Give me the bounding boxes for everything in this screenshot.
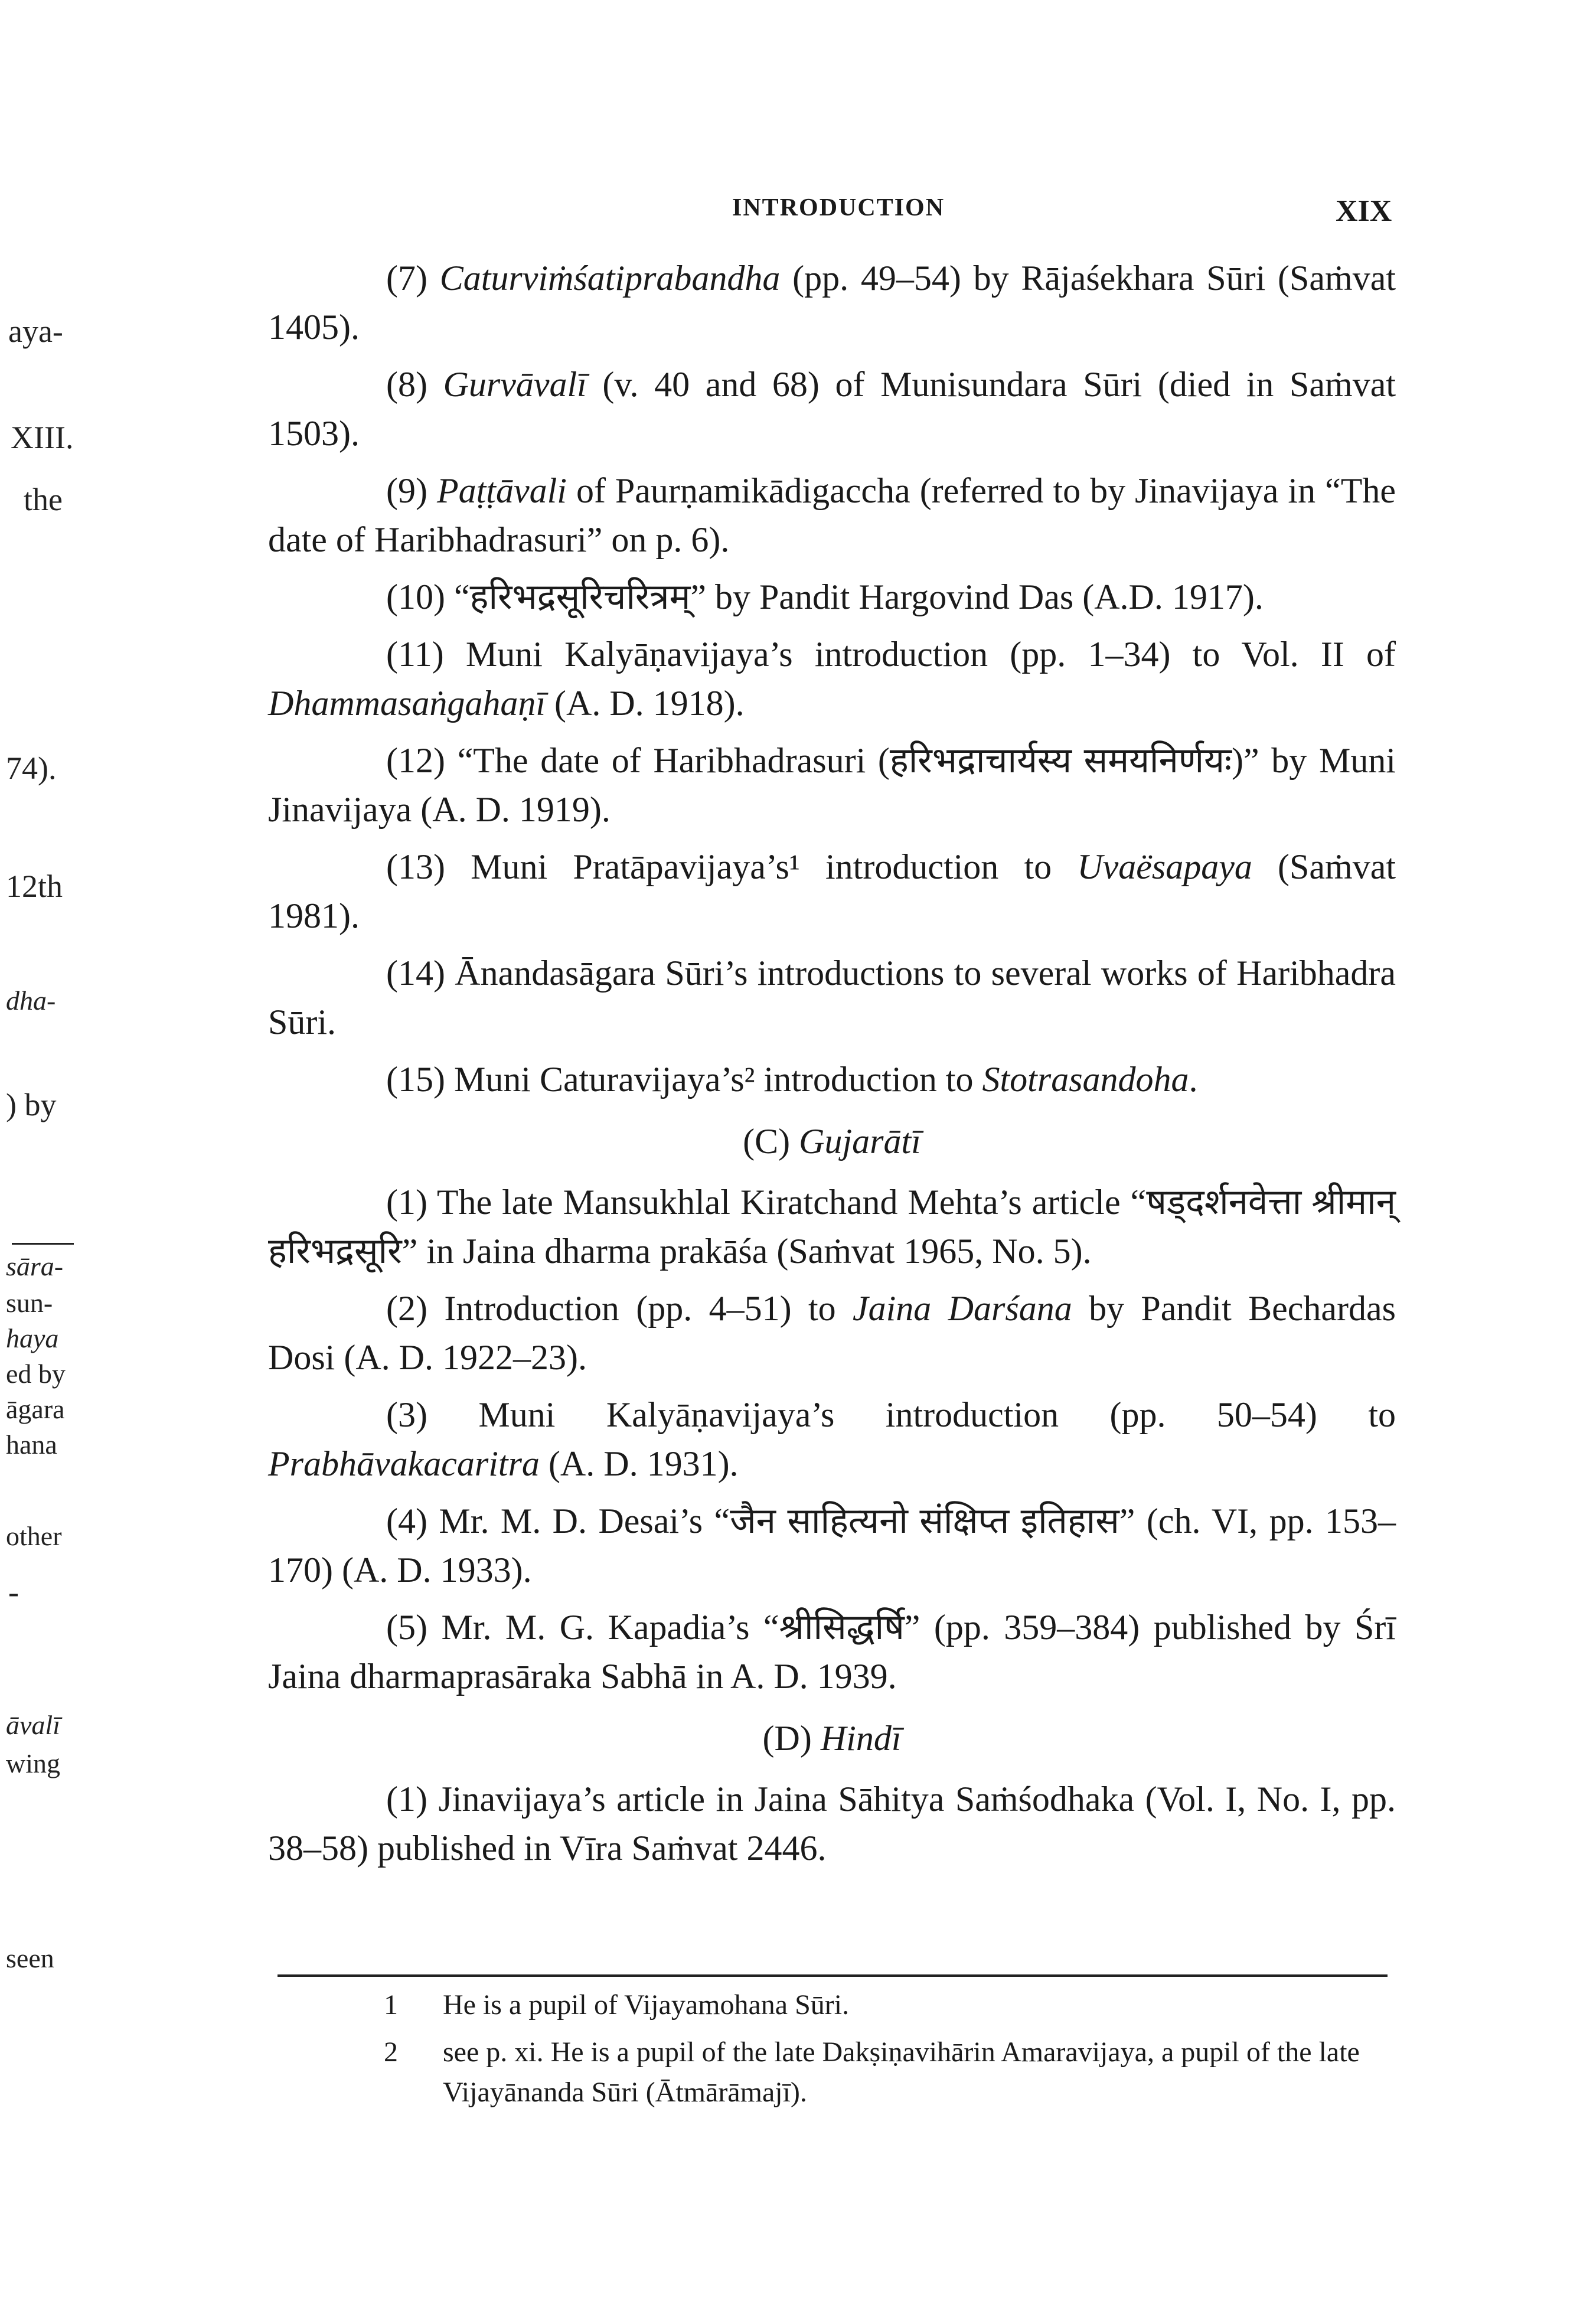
work-title: Paṭṭāvali <box>436 471 567 510</box>
entry-c-4 <box>268 1497 1396 1595</box>
entry-number: (7) <box>386 259 427 298</box>
gutter-fragment: sāra- <box>6 1251 64 1281</box>
gutter-fragment: āgara <box>6 1394 65 1424</box>
work-title: Caturviṁśatiprabandha <box>439 259 781 298</box>
work-title: Gurvāvalī <box>443 365 587 404</box>
gutter-fragment: sun- <box>6 1288 53 1318</box>
section-label: (D) <box>762 1719 812 1758</box>
entry-number: (12) <box>386 741 445 780</box>
entry-text: of Paurṇamikādigaccha (referred to by Jinavijaya in “The date of Haribhadrasuri” on p. 6). <box>268 471 1396 559</box>
entry-text: (Saṁvat 1981). <box>268 847 1396 935</box>
entry-number: (9) <box>386 471 427 510</box>
entry-number: (8) <box>386 365 427 404</box>
gutter-fragment: other <box>6 1521 62 1551</box>
entry-c-1 <box>268 1178 1396 1276</box>
entry-number: (3) <box>386 1395 427 1434</box>
gutter-fragment: ) by <box>6 1087 57 1122</box>
gutter-fragment: ed by <box>6 1359 66 1389</box>
entry-b-8 <box>268 360 1396 458</box>
entry-b-9 <box>268 466 1396 564</box>
entry-b-11 <box>268 630 1396 728</box>
entry-number: (15) <box>386 1060 445 1099</box>
entry-number: (14) <box>386 954 445 993</box>
footnote-text: He is a pupil of Vijayamohana Sūri. <box>443 1989 850 2021</box>
entry-number: (13) <box>386 847 445 886</box>
entry-b-13 <box>268 843 1396 941</box>
entry-number: (4) <box>386 1502 427 1540</box>
entry-text: Ānandasāgara Sūri’s introductions to several works of Haribhadra Sūri. <box>268 954 1396 1042</box>
footnotes <box>384 1985 1399 2120</box>
section-heading-hindi <box>268 1714 1396 1763</box>
entry-text: Muni Caturavijaya’s² introduction to <box>453 1060 982 1099</box>
entry-number: (5) <box>386 1608 427 1647</box>
entry-number: (1) <box>386 1780 427 1819</box>
entry-number: (2) <box>386 1289 427 1328</box>
entry-text: (pp. 49–54) by Rājaśekhara Sūri (Saṁvat 1405). <box>268 259 1396 347</box>
entry-b-12 <box>268 736 1396 834</box>
entry-d-1 <box>268 1775 1396 1873</box>
entry-text: “The date of Haribhadrasuri (हरिभद्राचार्यस्य समयनिर्णयः)” by Muni Jinavijaya (A. D. 1919). <box>268 741 1396 829</box>
footnote-number: 2 <box>384 2036 398 2068</box>
entry-b-14 <box>268 949 1396 1047</box>
entry-text: Muni Pratāpavijaya’s¹ introduction to <box>471 847 1078 886</box>
gutter-fragment: wing <box>6 1748 60 1778</box>
gutter-fragment: dha- <box>6 985 56 1016</box>
page-number: XIX <box>1336 194 1392 228</box>
gutter-fragment: the <box>24 482 63 517</box>
left-margin-fragments <box>0 0 112 2324</box>
entry-b-15 <box>268 1055 1396 1104</box>
gutter-fragment: seen <box>6 1943 54 1973</box>
entry-number: (10) <box>386 577 445 616</box>
gutter-fragment: āvalī <box>6 1710 60 1740</box>
gutter-fragment: aya- <box>8 314 63 349</box>
section-heading-gujarati <box>268 1117 1396 1166</box>
entry-text: (A. D. 1918). <box>546 684 745 723</box>
entry-text: Mr. M. G. Kapadia’s “श्रीसिद्धर्षि” (pp. 359–384) published by Śrī Jaina dharmaprasāraka Sabhā in A. D. 1939. <box>268 1608 1396 1696</box>
entry-text: Introduction (pp. 4–51) to <box>444 1289 853 1328</box>
entry-c-2 <box>268 1284 1396 1382</box>
footnote-2 <box>384 2032 1399 2113</box>
gutter-rule <box>12 1243 74 1245</box>
gutter-fragment: XIII. <box>11 420 74 455</box>
main-text <box>268 254 1396 1881</box>
running-header: INTRODUCTION <box>732 194 945 221</box>
entry-text: (A. D. 1931). <box>539 1444 739 1483</box>
entry-b-7 <box>268 254 1396 352</box>
work-title: Jaina Darśana <box>853 1289 1072 1328</box>
section-title: Gujarātī <box>799 1122 921 1161</box>
entry-text: Jinavijaya’s article in Jaina Sāhitya Saṁśodhaka (Vol. I, No. I, pp. 38–58) published in Vīra Saṁvat 2446. <box>268 1780 1396 1868</box>
work-title: Dhammasaṅgahaṇī <box>268 684 546 723</box>
gutter-fragment: - <box>8 1574 19 1610</box>
entry-number: (11) <box>386 635 444 674</box>
section-title: Hindī <box>820 1719 902 1758</box>
entry-text: “हरिभद्रसूरिचरित्रम्” by Pandit Hargovind Das (A.D. 1917). <box>453 577 1264 616</box>
footnote-text: see p. xi. He is a pupil of the late Dakṣiṇavihārin Amaravijaya, a pupil of the late Vijayānanda Sūri (Ātmārāmajī). <box>443 2036 1360 2108</box>
entry-number: (1) <box>386 1183 427 1222</box>
gutter-fragment: hana <box>6 1429 57 1460</box>
work-title: Stotrasandoha <box>982 1060 1189 1099</box>
entry-text: Muni Kalyāṇavijaya’s introduction (pp. 50–54) to <box>478 1395 1396 1434</box>
section-label: (C) <box>743 1122 791 1161</box>
entry-text: (v. 40 and 68) of Munisundara Sūri (died in Saṁvat 1503). <box>268 365 1396 453</box>
entry-text: by Pandit Bechardas Dosi (A. D. 1922–23). <box>268 1289 1396 1377</box>
gutter-fragment: 12th <box>6 869 63 904</box>
entry-c-3 <box>268 1391 1396 1489</box>
entry-c-5 <box>268 1603 1396 1701</box>
work-title: Uvaësapaya <box>1077 847 1252 886</box>
footnote-1 <box>384 1985 1399 2025</box>
entry-text: . <box>1189 1060 1198 1099</box>
work-title: Prabhāvakacaritra <box>268 1444 540 1483</box>
gutter-fragment: 74). <box>6 750 57 786</box>
entry-text: Mr. M. D. Desai’s “जैन साहित्यनो संक्षिप्त इतिहास” (ch. VI, pp. 153–170) (A. D. 1933). <box>268 1502 1396 1589</box>
entry-text: Muni Kalyāṇavijaya’s introduction (pp. 1–34) to Vol. II of <box>465 635 1396 674</box>
entry-b-10 <box>268 573 1396 622</box>
footnote-rule <box>278 1974 1388 1977</box>
entry-text: The late Mansukhlal Kiratchand Mehta’s article “षड्दर्शनवेत्ता श्रीमान् हरिभद्रसूरि” in Jaina dharma prakāśa (Saṁvat 1965, No. 5). <box>268 1183 1396 1271</box>
footnote-number: 1 <box>384 1989 398 2021</box>
gutter-fragment: haya <box>6 1323 59 1353</box>
